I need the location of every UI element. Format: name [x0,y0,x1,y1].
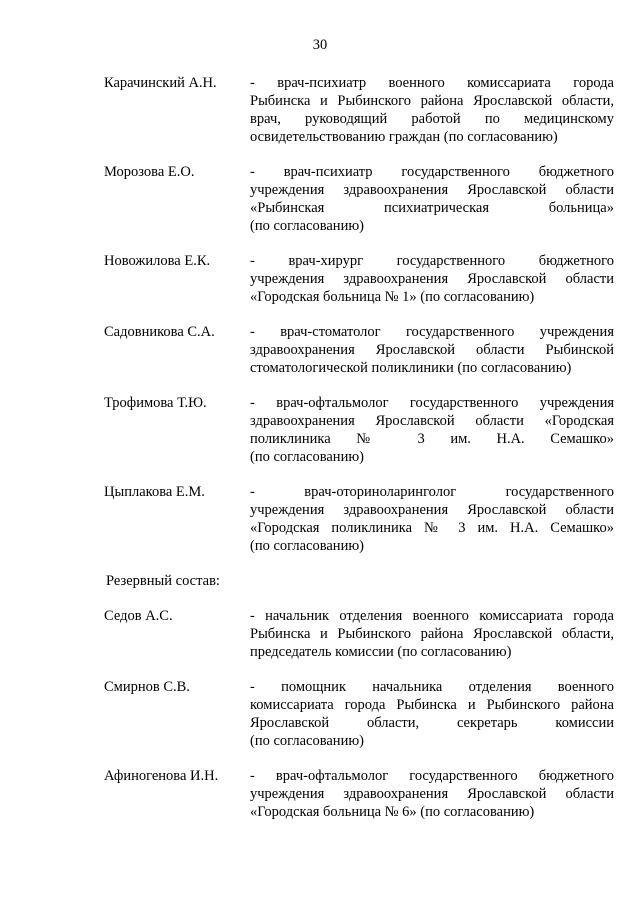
member-role [250,394,614,466]
member-entry [104,767,614,821]
member-role [250,74,614,146]
role-line: врач, руководящий работой по медицинскому [250,111,614,127]
role-line: учреждения здравоохранения Ярославской области [250,271,614,287]
main-members [104,74,614,555]
role-line: (по согласованию) [250,449,364,465]
role-line: «Городская больница № 1» (по согласованию) [250,289,535,305]
role-line: здравоохранения Ярославской области Рыбинской [250,342,614,358]
role-line: «Рыбинская психиатрическая больница» [250,200,614,216]
role-line: поликлиника № 3 им. Н.А. Семашко» [250,431,614,447]
role-line: учреждения здравоохранения Ярославской области [250,182,614,198]
section-gap [104,555,614,572]
member-entry [104,323,614,377]
role-line: - помощник начальника отделения военного [250,679,614,695]
member-entry [104,252,614,306]
entry-gap [104,306,614,323]
member-role [250,252,614,306]
member-name: Смирнов С.В. [104,679,190,695]
role-line: - начальник отделения военного комиссариата города [250,608,614,624]
role-line: здравоохранения Ярославской области «Городская [250,413,614,429]
entry-gap [104,661,614,678]
member-name: Афиногенова И.Н. [104,768,219,784]
member-entry [104,163,614,235]
commission-list [104,74,614,821]
role-line: - врач-офтальмолог государственного бюджетного [250,768,614,784]
page-number: 30 [312,37,328,53]
entry-gap [104,146,614,163]
role-line: стоматологической поликлиники (по согласованию) [250,360,572,376]
member-role [250,607,614,661]
role-line: (по согласованию) [250,218,364,234]
reserve-members [104,607,614,821]
role-line: учреждения здравоохранения Ярославской области [250,786,614,802]
member-name: Седов А.С. [104,608,173,624]
role-line: - врач-оториноларинголог государственного [250,484,614,500]
role-line: - врач-психиатр государственного бюджетного [250,164,614,180]
member-role [250,163,614,235]
member-role [250,678,614,750]
role-line: - врач-хирург государственного бюджетного [250,253,614,269]
member-entry [104,483,614,555]
role-line: комиссариата города Рыбинска и Рыбинского района [250,697,614,713]
role-line: (по согласованию) [250,733,364,749]
role-line: «Городская больница № 6» (по согласованию) [250,804,535,820]
member-name: Садовникова С.А. [104,324,215,340]
member-name: Морозова Е.О. [104,164,195,180]
member-entry [104,394,614,466]
entry-gap [104,750,614,767]
role-line: председатель комиссии (по согласованию) [250,644,512,660]
member-entry [104,74,614,146]
member-role [250,323,614,377]
entry-gap [104,377,614,394]
role-line: - врач-психиатр военного комиссариата города [250,75,614,91]
role-line: учреждения здравоохранения Ярославской области [250,502,614,518]
member-name: Карачинский А.Н. [104,75,217,91]
member-name: Трофимова Т.Ю. [104,395,207,411]
member-role [250,483,614,555]
role-line: освидетельствованию граждан (по согласованию) [250,129,558,145]
reserve-section-title: Резервный состав: [106,573,220,589]
member-entry [104,607,614,661]
role-line: - врач-стоматолог государственного учреждения [250,324,614,340]
section-gap [104,590,614,607]
member-role [250,767,614,821]
member-name: Новожилова Е.К. [104,253,211,269]
role-line: Рыбинска и Рыбинского района Ярославской области, [250,93,614,109]
role-line: «Городская поликлиника № 3 им. Н.А. Семашко» [250,520,614,536]
entry-gap [104,235,614,252]
member-name: Цыплакова Е.М. [104,484,205,500]
role-line: Рыбинска и Рыбинского района Ярославской области, [250,626,614,642]
role-line: - врач-офтальмолог государственного учреждения [250,395,614,411]
role-line: (по согласованию) [250,538,364,554]
member-entry [104,678,614,750]
role-line: Ярославской области, секретарь комиссии [250,715,614,731]
entry-gap [104,466,614,483]
